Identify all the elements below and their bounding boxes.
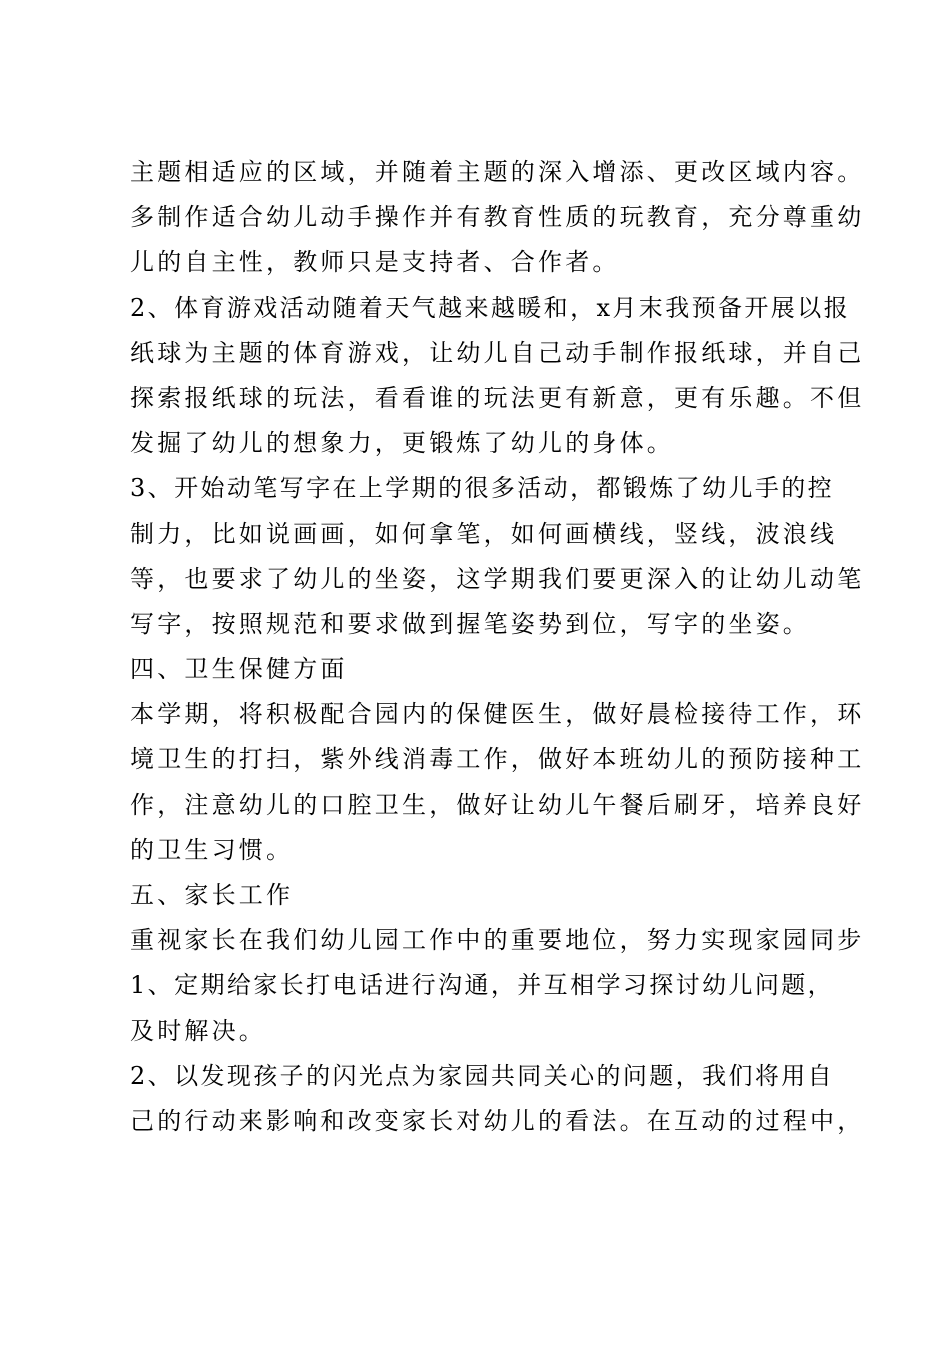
text-line: 及时解决。 (130, 1016, 266, 1045)
text-line: 制力，比如说画画，如何拿笔，如何画横线，竖线，波浪线 (130, 519, 838, 548)
text-line: 儿的自主性，教师只是支持者、合作者。 (130, 248, 620, 277)
text-line: 境卫生的打扫，紫外线消毒工作，做好本班幼儿的预防接种工 (130, 745, 865, 774)
text-line: 发掘了幼儿的想象力，更锻炼了幼儿的身体。 (130, 429, 674, 458)
section-heading: 四、卫生保健方面 (130, 655, 348, 684)
text-line: 探索报纸球的玩法，看看谁的玩法更有新意，更有乐趣。不但 (130, 383, 865, 412)
text-line: 纸球为主题的体育游戏，让幼儿自己动手制作报纸球，并自己 (130, 338, 865, 367)
text-line: 1、定期给家长打电话进行沟通，并互相学习探讨幼儿问题， (130, 971, 835, 1000)
text-line: 3、开始动笔写字在上学期的很多活动，都锻炼了幼儿手的控 (130, 474, 835, 503)
text-line: 的卫生习惯。 (130, 835, 294, 864)
text-line: 作，注意幼儿的口腔卫生，做好让幼儿午餐后刷牙，培养良好 (130, 790, 865, 819)
text-line: 本学期，将积极配合园内的保健医生，做好晨检接待工作，环 (130, 700, 865, 729)
text-line: 多制作适合幼儿动手操作并有教育性质的玩教育，充分尊重幼 (130, 203, 865, 232)
text-line: 主题相适应的区域，并随着主题的深入增添、更改区域内容。 (130, 158, 865, 186)
text-line: 等，也要求了幼儿的坐姿，这学期我们要更深入的让幼儿动笔 (130, 564, 865, 593)
text-line: 己的行动来影响和改变家长对幼儿的看法。在互动的过程中， (130, 1106, 865, 1135)
text-line: 重视家长在我们幼儿园工作中的重要地位，努力实现家园同步 (130, 926, 865, 955)
section-heading: 五、家长工作 (130, 881, 294, 909)
document-body (130, 150, 865, 1144)
text-line: 写字，按照规范和要求做到握笔姿势到位，写字的坐姿。 (130, 609, 810, 638)
text-line: 2、体育游戏活动随着天气越来越暖和，x月末我预备开展以报 (130, 293, 851, 322)
text-line: 2、以发现孩子的闪光点为家园共同关心的问题，我们将用自 (130, 1061, 835, 1090)
